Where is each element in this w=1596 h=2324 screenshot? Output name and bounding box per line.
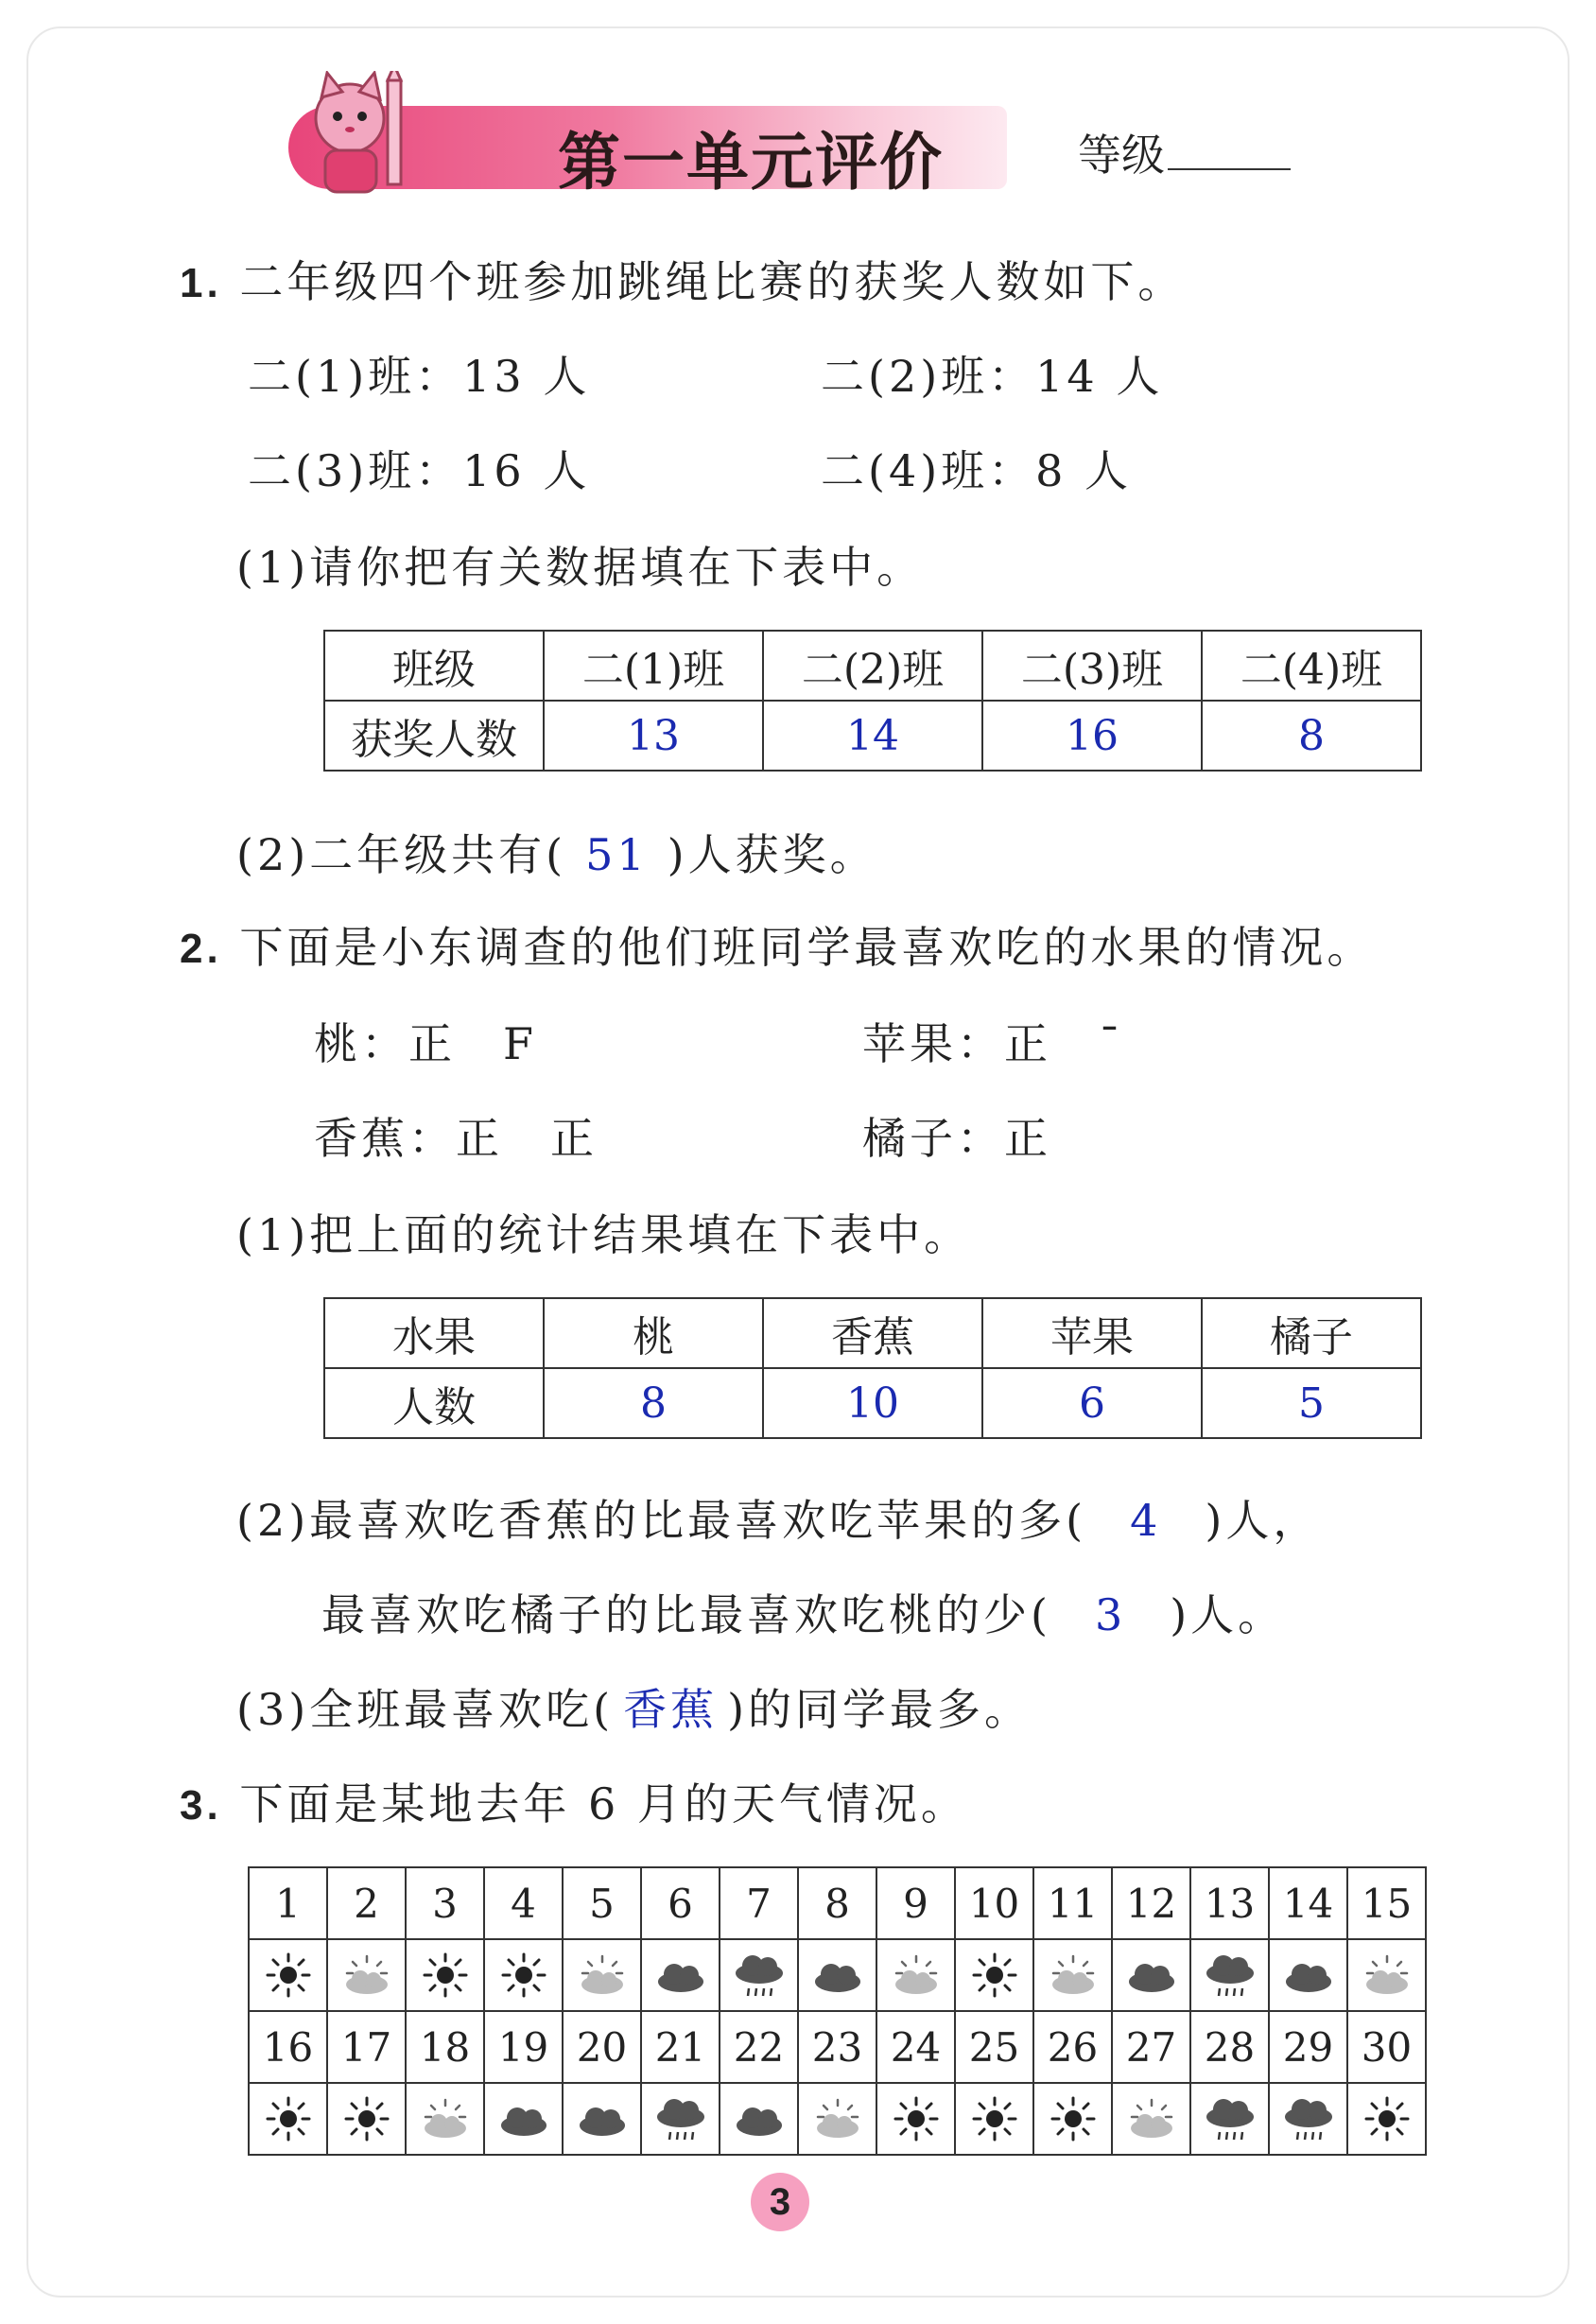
- weather-day-number: 14: [1269, 1867, 1347, 1939]
- page-number: 3: [751, 2173, 809, 2231]
- q2-sub2a: [236, 1486, 1320, 1549]
- q1-sub2-text-end: )人获奖。: [667, 829, 877, 880]
- q1-table-header: 二(3)班: [982, 631, 1202, 701]
- q1-table-answer: 16: [982, 701, 1202, 771]
- q2-prompt: [180, 913, 1374, 976]
- page-title: 第一单元评价: [558, 125, 944, 199]
- grade-blank-line: [1168, 168, 1291, 170]
- q2-sub2b-text: 最喜欢吃橘子的比最喜欢吃桃的少(: [321, 1589, 1051, 1640]
- q1-table-header: 班级: [324, 631, 544, 701]
- tally-marks: 正: [1004, 1113, 1051, 1164]
- partly-cloudy-icon: [1347, 1939, 1426, 2011]
- cartoon-cat-icon: [293, 71, 435, 203]
- rainy-icon: [720, 1939, 798, 2011]
- q1-table-answer: 14: [763, 701, 982, 771]
- weather-day-number: 3: [406, 1867, 484, 1939]
- q2-sub2a-text: (2)最喜欢吃香蕉的比最喜欢吃苹果的多(: [236, 1495, 1087, 1546]
- weather-day-number: 21: [641, 2011, 720, 2083]
- weather-day-number: 10: [955, 1867, 1033, 1939]
- q2-sub2b-answer: 3: [1094, 1589, 1127, 1640]
- cloudy-icon: [1112, 1939, 1190, 2011]
- cloudy-icon: [484, 2083, 563, 2155]
- q2-table-header: 水果: [324, 1298, 544, 1368]
- tally-label: 桃：: [314, 1018, 408, 1069]
- weather-day-number: 27: [1112, 2011, 1190, 2083]
- tally-banana: [314, 1104, 598, 1167]
- weather-row: [249, 2083, 1426, 2155]
- q1-line-1: 二(1)班：13 人: [248, 351, 591, 402]
- q1-table-answer: 13: [544, 701, 763, 771]
- q2-number: 2.: [180, 926, 222, 972]
- sunny-icon: [406, 1939, 484, 2011]
- weather-day-number: 23: [798, 2011, 876, 2083]
- sunny-icon: [955, 1939, 1033, 2011]
- weather-day-number: 26: [1033, 2011, 1112, 2083]
- q2-sub3: [236, 1675, 1032, 1738]
- q2-sub3-answer: 香蕉: [623, 1684, 719, 1735]
- q1-sub2-answer: 51: [585, 829, 649, 880]
- tally-label: 橘子：: [862, 1113, 1004, 1164]
- q2-sub3-text-end: )的同学最多。: [727, 1684, 1032, 1735]
- weather-table: [248, 1866, 1427, 2156]
- weather-day-number: 2: [327, 1867, 406, 1939]
- sunny-icon: [955, 2083, 1033, 2155]
- rainy-icon: [1190, 1939, 1269, 2011]
- q3-number: 3.: [180, 1782, 222, 1829]
- weather-day-number: 9: [876, 1867, 955, 1939]
- weather-day-number: 20: [563, 2011, 641, 2083]
- weather-day-number: 17: [327, 2011, 406, 2083]
- q2-table-header: 桃: [544, 1298, 763, 1368]
- sunny-icon: [249, 2083, 327, 2155]
- q1-table-header: 二(4)班: [1202, 631, 1421, 701]
- weather-day-number: 16: [249, 2011, 327, 2083]
- rainy-icon: [1269, 2083, 1347, 2155]
- q1-text: 二年级四个班参加跳绳比赛的获奖人数如下。: [239, 256, 1186, 307]
- cloudy-icon: [720, 2083, 798, 2155]
- q1-table-row-label: 获奖人数: [324, 701, 544, 771]
- weather-day-number: 28: [1190, 2011, 1269, 2083]
- q3-prompt: [180, 1770, 968, 1832]
- weather-day-number: 7: [720, 1867, 798, 1939]
- cloudy-icon: [798, 1939, 876, 2011]
- cloudy-icon: [641, 1939, 720, 2011]
- sunny-icon: [249, 1939, 327, 2011]
- partly-cloudy-icon: [563, 1939, 641, 2011]
- sunny-icon: [876, 2083, 955, 2155]
- weather-day-number: 18: [406, 2011, 484, 2083]
- tally-marks: 正 F: [408, 1018, 537, 1069]
- q1-line-2: 二(2)班：14 人: [821, 351, 1164, 402]
- q1-sub2-text: (2)二年级共有(: [236, 829, 567, 880]
- q2-table-header: 橘子: [1202, 1298, 1421, 1368]
- rainy-icon: [1190, 2083, 1269, 2155]
- weather-day-number: 25: [955, 2011, 1033, 2083]
- q1-table-header: 二(2)班: [763, 631, 982, 701]
- q1-table-header: 二(1)班: [544, 631, 763, 701]
- tally-marks: 正 正: [456, 1113, 598, 1164]
- q2-sub2a-answer: 4: [1130, 1495, 1162, 1546]
- partly-cloudy-icon: [876, 1939, 955, 2011]
- weather-row: [249, 1939, 1426, 2011]
- q2-sub3-text: (3)全班最喜欢吃(: [236, 1684, 615, 1735]
- weather-day-number: 12: [1112, 1867, 1190, 1939]
- weather-day-number: 30: [1347, 2011, 1426, 2083]
- partly-cloudy-icon: [327, 1939, 406, 2011]
- q1-table-answer: 8: [1202, 701, 1421, 771]
- sunny-icon: [1347, 2083, 1426, 2155]
- tally-peach: [314, 1010, 537, 1072]
- sunny-icon: [484, 1939, 563, 2011]
- cloudy-icon: [563, 2083, 641, 2155]
- weather-day-number: 24: [876, 2011, 955, 2083]
- weather-day-number: 11: [1033, 1867, 1112, 1939]
- weather-day-number: 22: [720, 2011, 798, 2083]
- q1-prompt: [180, 248, 1185, 310]
- q1-number: 1.: [180, 260, 222, 306]
- partly-cloudy-icon: [1033, 1939, 1112, 2011]
- q2-table-row-label: 人数: [324, 1368, 544, 1438]
- partly-cloudy-icon: [1112, 2083, 1190, 2155]
- q2-table-answer: 6: [982, 1368, 1202, 1438]
- q2-sub1: (1)把上面的统计结果填在下表中。: [236, 1209, 972, 1260]
- q1-line-3: 二(3)班：16 人: [248, 445, 591, 496]
- rainy-icon: [641, 2083, 720, 2155]
- q2-table-answer: 10: [763, 1368, 982, 1438]
- partly-cloudy-icon: [406, 2083, 484, 2155]
- q3-text: 下面是某地去年 6 月的天气情况。: [239, 1778, 968, 1830]
- q2-table: [323, 1297, 1422, 1439]
- q2-table-header: 香蕉: [763, 1298, 982, 1368]
- weather-day-number: 8: [798, 1867, 876, 1939]
- q1-table: [323, 630, 1422, 772]
- weather-day-number: 6: [641, 1867, 720, 1939]
- weather-day-number: 15: [1347, 1867, 1426, 1939]
- weather-row: [249, 2011, 1426, 2083]
- q2-table-answer: 8: [544, 1368, 763, 1438]
- sunny-icon: [327, 2083, 406, 2155]
- tally-orange: [862, 1104, 1051, 1167]
- weather-day-number: 1: [249, 1867, 327, 1939]
- q2-table-answer: 5: [1202, 1368, 1421, 1438]
- sunny-icon: [1033, 2083, 1112, 2155]
- weather-day-number: 29: [1269, 2011, 1347, 2083]
- q2-sub2b-text-end: )人。: [1170, 1589, 1286, 1640]
- weather-day-number: 4: [484, 1867, 563, 1939]
- tally-marks: 正 ˉ: [1004, 1018, 1124, 1069]
- weather-day-number: 19: [484, 2011, 563, 2083]
- cloudy-icon: [1269, 1939, 1347, 2011]
- q2-sub2b: [321, 1581, 1285, 1643]
- grade-label: 等级: [1078, 130, 1165, 181]
- q2-sub2a-text-end: )人，: [1205, 1495, 1321, 1546]
- tally-label: 香蕉：: [314, 1113, 456, 1164]
- q2-text: 下面是小东调查的他们班同学最喜欢吃的水果的情况。: [239, 922, 1375, 973]
- q1-sub1: (1)请你把有关数据填在下表中。: [236, 542, 925, 593]
- q1-sub2: [236, 821, 877, 883]
- weather-row: [249, 1867, 1426, 1939]
- tally-label: 苹果：: [862, 1018, 1004, 1069]
- q2-table-header: 苹果: [982, 1298, 1202, 1368]
- weather-day-number: 5: [563, 1867, 641, 1939]
- partly-cloudy-icon: [798, 2083, 876, 2155]
- tally-apple: [862, 1010, 1124, 1072]
- q1-line-4: 二(4)班：8 人: [821, 445, 1133, 496]
- weather-day-number: 13: [1190, 1867, 1269, 1939]
